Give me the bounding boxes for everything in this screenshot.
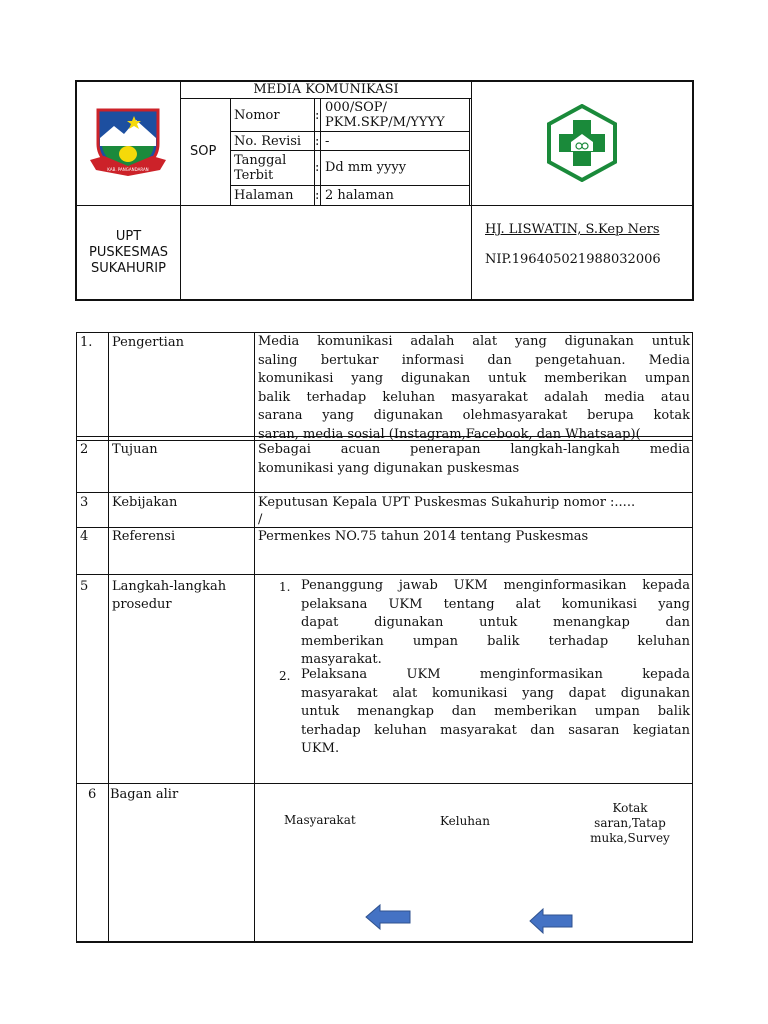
field-sep: : bbox=[315, 160, 320, 175]
row-label-referensi: Referensi bbox=[112, 529, 176, 544]
step-marker: 2. bbox=[279, 669, 291, 683]
step-1-text: Penanggung jawab UKM menginformasikan kepada pelaksana UKM tentang alat komunikasi yang dapat digunakan untuk menangkap dan memberikan umpan balik terhadap keluhan masyarakat. bbox=[301, 578, 690, 667]
row-number: 4 bbox=[80, 529, 89, 544]
org-name-line: UPT bbox=[115, 229, 142, 244]
row-label-pengertian: Pengertian bbox=[112, 335, 184, 350]
field-sep: : bbox=[315, 188, 320, 203]
row-number: 3 bbox=[80, 495, 89, 510]
flow-arrow-left-icon bbox=[528, 907, 574, 935]
field-value-nomor-line1: 000/SOP/ bbox=[325, 100, 387, 115]
emblem-ribbon-text: KAB. PANGANDARAN bbox=[107, 167, 149, 172]
flow-box-keluhan: Keluhan bbox=[440, 814, 490, 828]
field-label-halaman: Halaman bbox=[234, 188, 294, 203]
step-marker: 1. bbox=[279, 580, 291, 594]
row-content-kebijakan-line2: / bbox=[258, 512, 263, 527]
row-content-tujuan: Sebagai acuan penerapan langkah-langkah media komunikasi yang digunakan puskesmas bbox=[258, 442, 690, 476]
health-cross-logo-icon bbox=[543, 104, 621, 182]
field-sep: : bbox=[315, 108, 320, 123]
flow-box-kotak-saran: Kotak bbox=[612, 801, 648, 815]
org-name-line: SUKAHURIP bbox=[91, 261, 166, 276]
row-label-tujuan: Tujuan bbox=[112, 442, 158, 457]
row-label-kebijakan: Kebijakan bbox=[112, 495, 178, 510]
signer-name: HJ. LISWATIN, S.Kep Ners bbox=[485, 222, 660, 237]
row-label-prosedur: prosedur bbox=[112, 597, 172, 612]
row-number: 6 bbox=[88, 787, 97, 802]
row-number: 2 bbox=[80, 442, 89, 457]
field-sep: : bbox=[315, 134, 320, 149]
field-label-tanggal: Tanggal bbox=[234, 153, 287, 168]
field-value-nomor-line2: PKM.SKP/M/YYYY bbox=[325, 115, 445, 130]
flow-box-kotak-saran: muka,Survey bbox=[590, 831, 670, 845]
signer-nip: NIP.196405021988032006 bbox=[485, 252, 661, 267]
row-label-bagan-alir: Bagan alir bbox=[110, 787, 179, 802]
field-label-terbit: Terbit bbox=[234, 168, 274, 183]
field-value-tanggal: Dd mm yyyy bbox=[325, 160, 407, 175]
field-value-halaman: 2 halaman bbox=[325, 188, 394, 203]
regency-emblem-icon bbox=[86, 104, 170, 180]
row-content-kebijakan-line1: Keputusan Kepala UPT Puskesmas Sukahurip nomor :..... bbox=[258, 495, 636, 510]
flow-box-kotak-saran: saran,Tatap bbox=[594, 816, 666, 830]
field-label-nomor: Nomor bbox=[234, 108, 280, 123]
row-content-referensi: Permenkes NO.75 tahun 2014 tentang Puskesmas bbox=[258, 529, 589, 544]
flow-box-masyarakat: Masyarakat bbox=[284, 813, 356, 827]
row-label-langkah: Langkah-langkah bbox=[112, 579, 227, 594]
row-number: 5 bbox=[80, 579, 89, 594]
field-value-revisi: - bbox=[325, 134, 330, 149]
field-label-revisi: No. Revisi bbox=[234, 134, 302, 149]
org-name-line: PUSKESMAS bbox=[89, 245, 168, 260]
row-content-pengertian: Media komunikasi adalah alat yang digunakan untuk saling bertukar informasi dan pengetahuan. Media komunikasi yang digunakan untuk memberikan umpan balik terhadap keluhan masyarakat adalah media atau sarana yang digunakan olehmasyarakat berupa kotak saran, media sosial (Instagram,Facebook, dan Whatsaap)( bbox=[258, 334, 690, 442]
step-2-text: Pelaksana UKM menginformasikan kepada masyarakat alat komunikasi yang dapat digunakan untuk menangkap dan memberikan umpan balik terhadap keluhan masyarakat dan sasaran kegiatan UKM. bbox=[301, 667, 690, 756]
sop-label: SOP bbox=[190, 144, 217, 159]
row-number: 1. bbox=[80, 335, 93, 350]
flow-arrow-left-icon bbox=[364, 902, 412, 932]
sop-title: MEDIA KOMUNIKASI bbox=[253, 82, 399, 97]
